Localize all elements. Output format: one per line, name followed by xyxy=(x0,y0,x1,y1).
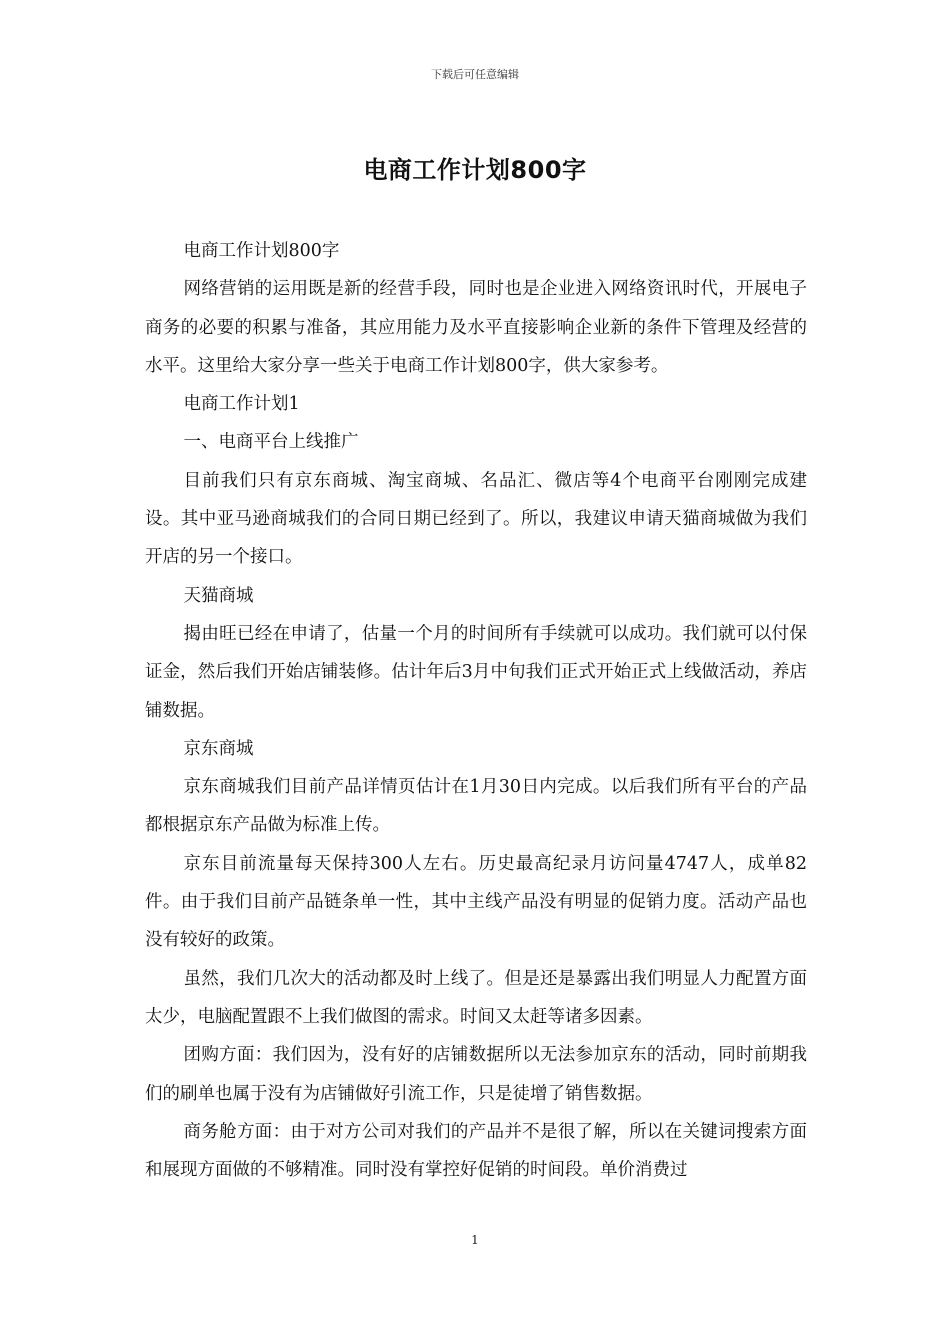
paragraph: 电商工作计划800字 xyxy=(183,241,340,261)
paragraph: 天猫商城 xyxy=(183,585,254,606)
paragraph: 揭由旺已经在申请了，估量一个月的时间所有手续就可以成功。我们就可以付保证金，然后我们开始店铺装修。估计年后3月中旬我们正式开始正式上线做活动，养店铺数据。 xyxy=(145,623,807,721)
page-header-note: 下载后可任意编辑 xyxy=(431,68,519,81)
page-number: 1 xyxy=(471,1233,479,1247)
paragraph: 京东目前流量每天保持300人左右。历史最高纪录月访问量4747人，成单82件。由于我们目前产品链条单一性，其中主线产品没有明显的促销力度。活动产品也没有较好的政策。 xyxy=(145,853,807,951)
paragraph: 团购方面：我们因为，没有好的店铺数据所以无法参加京东的活动，同时前期我们的刷单也属于没有为店铺做好引流工作，只是徒增了销售数据。 xyxy=(145,1045,807,1104)
paragraph: 京东商城 xyxy=(183,738,254,759)
paragraph: 商务舱方面：由于对方公司对我们的产品并不是很了解，所以在关键词搜索方面和展现方面做的不够精准。同时没有掌控好促销的时间段。单价消费过 xyxy=(145,1121,807,1181)
document-title: 电商工作计划800字 xyxy=(363,156,587,184)
paragraph: 京东商城我们目前产品详情页估计在1月30日内完成。以后我们所有平台的产品都根据京东产品做为标准上传。 xyxy=(145,777,807,836)
document-body xyxy=(145,232,807,1189)
paragraph: 电商工作计划1 xyxy=(183,394,300,415)
paragraph: 虽然，我们几次大的活动都及时上线了。但是还是暴露出我们明显人力配置方面太少，电脑配置跟不上我们做图的需求。时间又太赶等诸多因素。 xyxy=(145,968,807,1027)
paragraph: 一、电商平台上线推广 xyxy=(183,432,359,453)
paragraph: 网络营销的运用既是新的经营手段，同时也是企业进入网络资讯时代，开展电子商务的必要的积累与准备，其应用能力及水平直接影响企业新的条件下管理及经营的水平。这里给大家分享一些关于电商工作计划800字，供大家参考。 xyxy=(145,279,807,376)
paragraph: 目前我们只有京东商城、淘宝商城、名品汇、微店等4个电商平台刚刚完成建设。其中亚马逊商城我们的合同日期已经到了。所以，我建议申请天猫商城做为我们开店的另一个接口。 xyxy=(145,470,807,568)
